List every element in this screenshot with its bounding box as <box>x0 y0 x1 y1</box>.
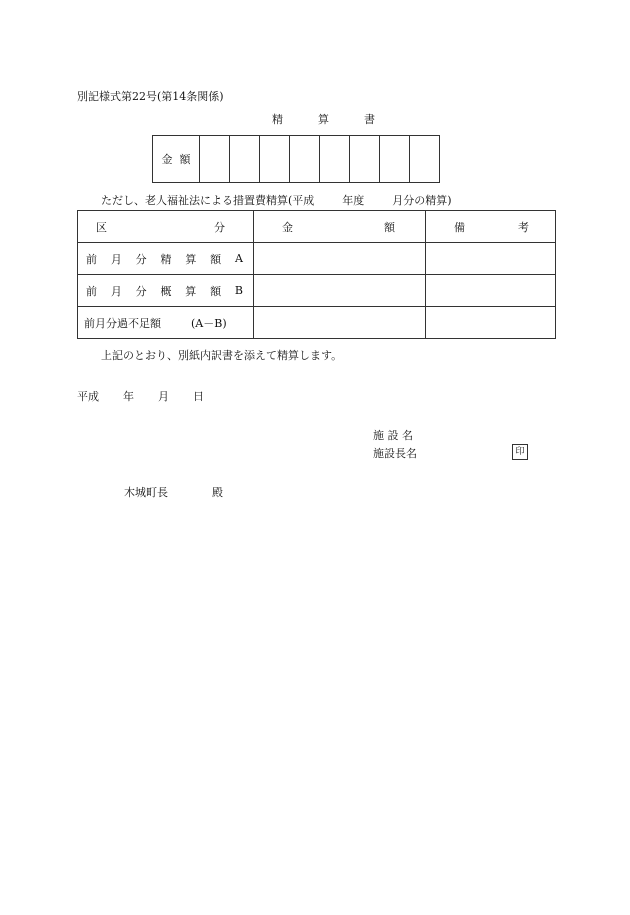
amount-digit-cell[interactable] <box>230 136 260 183</box>
row-remarks-cell[interactable] <box>426 243 556 275</box>
row-amount-cell[interactable] <box>254 307 426 339</box>
row-remarks-cell[interactable] <box>426 307 556 339</box>
row-amount-cell[interactable] <box>254 243 426 275</box>
settlement-table <box>77 210 556 339</box>
table-row <box>78 243 556 275</box>
row-label: 前月分過不足額 (A－B) <box>78 307 254 339</box>
form-number: 別記様式第22号(第14条関係) <box>77 90 224 103</box>
row-remarks-cell[interactable] <box>426 275 556 307</box>
row-label: 前 月 分 概 算 額 B <box>78 275 254 307</box>
amount-digit-cell[interactable] <box>200 136 230 183</box>
title-char: 算 <box>318 113 329 126</box>
amount-box-label: 金 額 <box>153 136 200 183</box>
row-amount-cell[interactable] <box>254 275 426 307</box>
director-name-label: 施設長名 <box>373 447 417 460</box>
amount-digit-cell[interactable] <box>260 136 290 183</box>
table-row <box>78 275 556 307</box>
intro-line: ただし、老人福祉法による措置費精算(平成 年度 月分の精算) <box>101 194 452 207</box>
amount-digit-cell[interactable] <box>410 136 440 183</box>
table-header-row <box>78 211 556 243</box>
addressee: 木城町長 殿 <box>124 486 223 499</box>
header-category: 区 分 <box>78 211 254 243</box>
header-amount: 金 額 <box>254 211 426 243</box>
header-remarks: 備 考 <box>426 211 556 243</box>
amount-digit-cell[interactable] <box>350 136 380 183</box>
statement-text: 上記のとおり、別紙内訳書を添えて精算します。 <box>101 349 343 362</box>
amount-box <box>152 135 440 183</box>
facility-name-label: 施 設 名 <box>373 429 413 442</box>
seal-mark: 印 <box>512 444 528 460</box>
amount-digit-cell[interactable] <box>380 136 410 183</box>
amount-digit-cell[interactable] <box>320 136 350 183</box>
amount-digit-cell[interactable] <box>290 136 320 183</box>
title-char: 書 <box>364 113 375 126</box>
document-title <box>272 111 375 127</box>
date-line: 平成 年 月 日 <box>77 390 204 403</box>
row-label: 前 月 分 精 算 額 A <box>78 243 254 275</box>
title-char: 精 <box>272 113 283 126</box>
table-row <box>78 307 556 339</box>
